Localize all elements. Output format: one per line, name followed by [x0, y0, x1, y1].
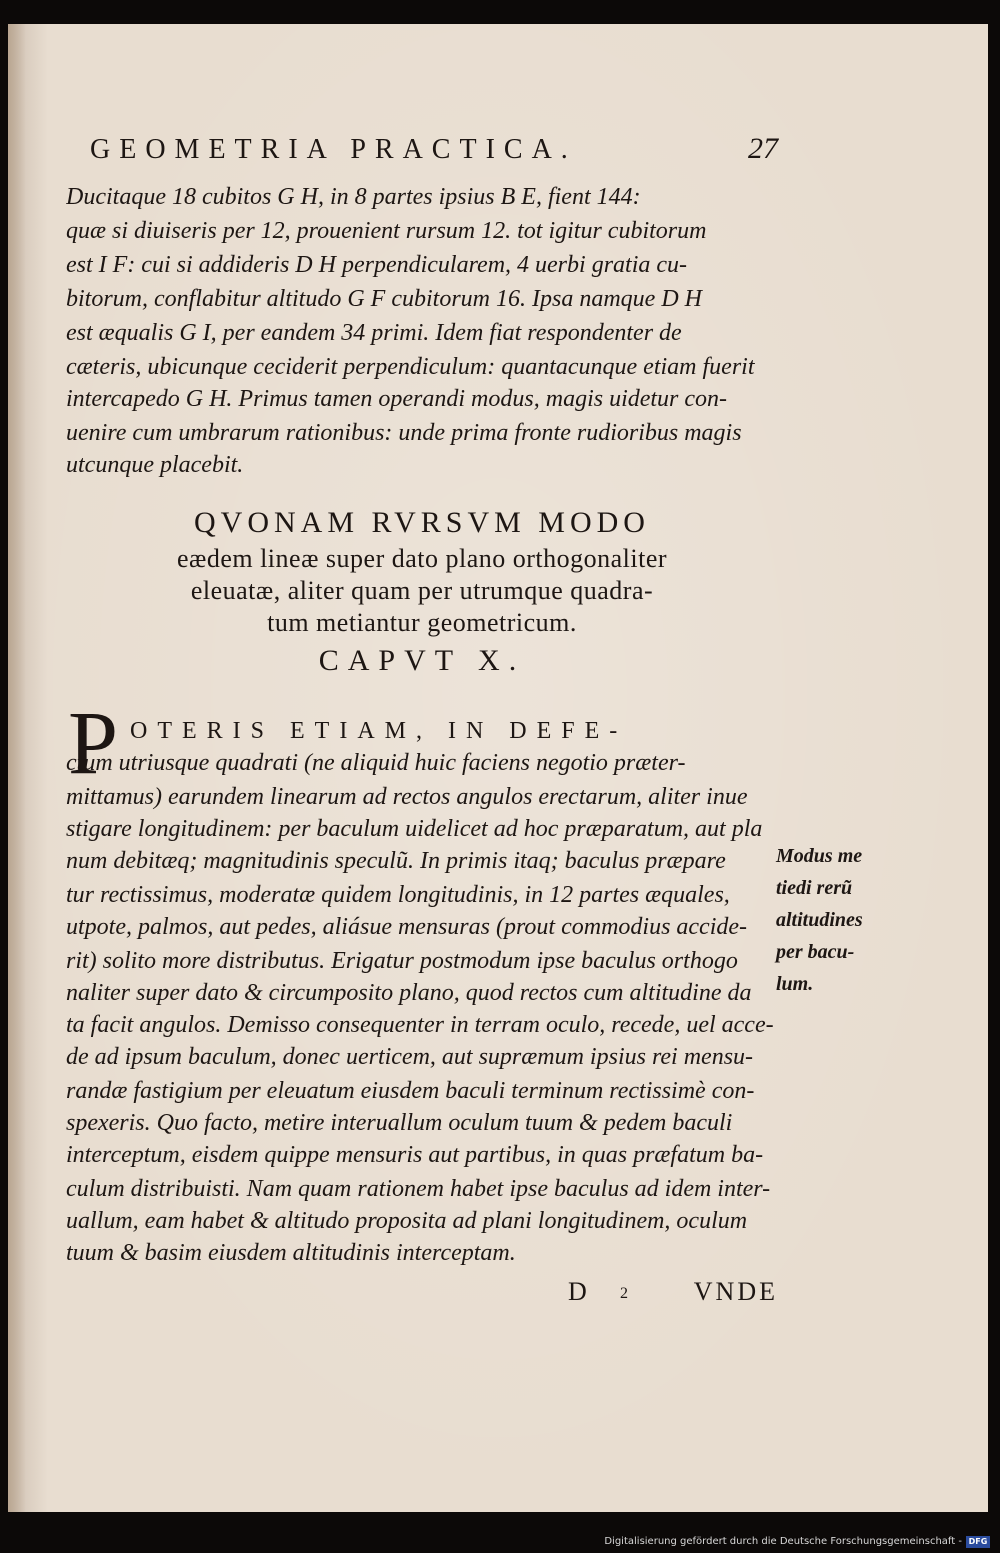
text-line: bitorum, conflabitur altitudo G F cubitorum 16. Ipsa namque D H: [66, 286, 702, 312]
text-line: ta facit angulos. Demisso consequenter in terram oculo, recede, uel acce-: [66, 1012, 774, 1038]
text-line: uenire cum umbrarum rationibus: unde prima fronte rudioribus magis: [66, 420, 742, 446]
text-line: quæ si diuiseris per 12, prouenient rursum 12. tot igitur cubitorum: [66, 218, 707, 244]
book-page: [8, 24, 988, 1512]
margin-note-line: per bacu-: [776, 941, 855, 963]
text-line: stigare longitudinem: per baculum uidelicet ad hoc præparatum, aut pla: [66, 816, 763, 842]
text-line: rit) solito more distributus. Erigatur postmodum ipse baculus orthogo: [66, 948, 738, 974]
text-line: ctum utriusque quadrati (ne aliquid huic faciens negotio præter-: [66, 750, 686, 776]
chapter-number: CAPVT X.: [318, 644, 526, 677]
chapter-heading-line: eleuatæ, aliter quam per utrumque quadra-: [190, 576, 654, 605]
chapter-heading-line: tum metiantur geometricum.: [267, 608, 577, 637]
text-line: utpote, palmos, aut pedes, aliásue mensuras (prout commodius accide-: [66, 914, 748, 940]
margin-note-line: lum.: [776, 973, 814, 995]
text-line: num debitæq; magnitudinis speculũ. In primis itaq; baculus præpare: [66, 848, 726, 874]
digitization-credit: [604, 1535, 990, 1549]
catchword: VNDE: [693, 1277, 778, 1306]
running-head: [90, 134, 778, 174]
margin-note-line: tiedi rerũ: [776, 877, 853, 899]
page-content: [8, 24, 988, 1512]
running-title: GEOMETRIA PRACTICA.: [90, 134, 577, 165]
text-line: naliter super dato & circumposito plano, quod rectos cum altitudine da: [66, 980, 752, 1006]
text-line: Ducitaque 18 cubitos G H, in 8 partes ipsius B E, fient 144:: [66, 184, 641, 210]
dfg-logo-icon: DFG: [966, 1536, 990, 1548]
text-line: est æqualis G I, per eandem 34 primi. Idem fiat respondenter de: [66, 320, 682, 346]
text-line: culum distribuisti. Nam quam rationem habet ipse baculus ad idem inter-: [66, 1176, 771, 1202]
signature-line: [568, 1274, 778, 1310]
signature-number: 2: [620, 1285, 631, 1302]
text-line: interceptum, eisdem quippe mensuris aut partibus, in quas præfatum ba-: [66, 1142, 764, 1168]
text-line: cæteris, ubicunque ceciderit perpendiculum: quantacunque etiam fuerit: [66, 354, 755, 380]
margin-note-line: Modus me: [776, 845, 863, 867]
drop-cap: P: [68, 694, 119, 793]
text-line: tur rectissimus, moderatæ quidem longitudinis, in 12 partes æquales,: [66, 882, 730, 908]
margin-note-line: altitudines: [776, 909, 863, 931]
text-line: spexeris. Quo facto, metire interuallum oculum tuum & pedem baculi: [66, 1110, 733, 1136]
capital-opening-line: OTERIS ETIAM, IN DEFE-: [130, 718, 628, 744]
text-line: mittamus) earundem linearum ad rectos angulos erectarum, aliter inue: [66, 784, 748, 810]
chapter-heading-title: QVONAM RVRSVM MODO: [194, 506, 650, 539]
page-number: 27: [748, 132, 778, 165]
credit-text: Digitalisierung gefördert durch die Deutsche Forschungsgemeinschaft -: [604, 1536, 962, 1547]
signature-mark: D: [568, 1277, 590, 1306]
text-line: de ad ipsum baculum, donec uerticem, aut supræmum ipsius rei mensu-: [66, 1044, 754, 1070]
text-line: uallum, eam habet & altitudo proposita ad plani longitudinem, oculum: [66, 1208, 748, 1234]
text-line: utcunque placebit.: [66, 452, 244, 478]
text-line: intercapedo G H. Primus tamen operandi modus, magis uidetur con-: [66, 386, 728, 412]
text-line: tuum & basim eiusdem altitudinis interceptam.: [66, 1240, 516, 1266]
text-line: randæ fastigium per eleuatum eiusdem baculi terminum rectissimè con-: [66, 1078, 755, 1104]
chapter-heading-line: eædem lineæ super dato plano orthogonaliter: [176, 544, 668, 573]
text-line: est I F: cui si addideris D H perpendicularem, 4 uerbi gratia cu-: [66, 252, 688, 278]
